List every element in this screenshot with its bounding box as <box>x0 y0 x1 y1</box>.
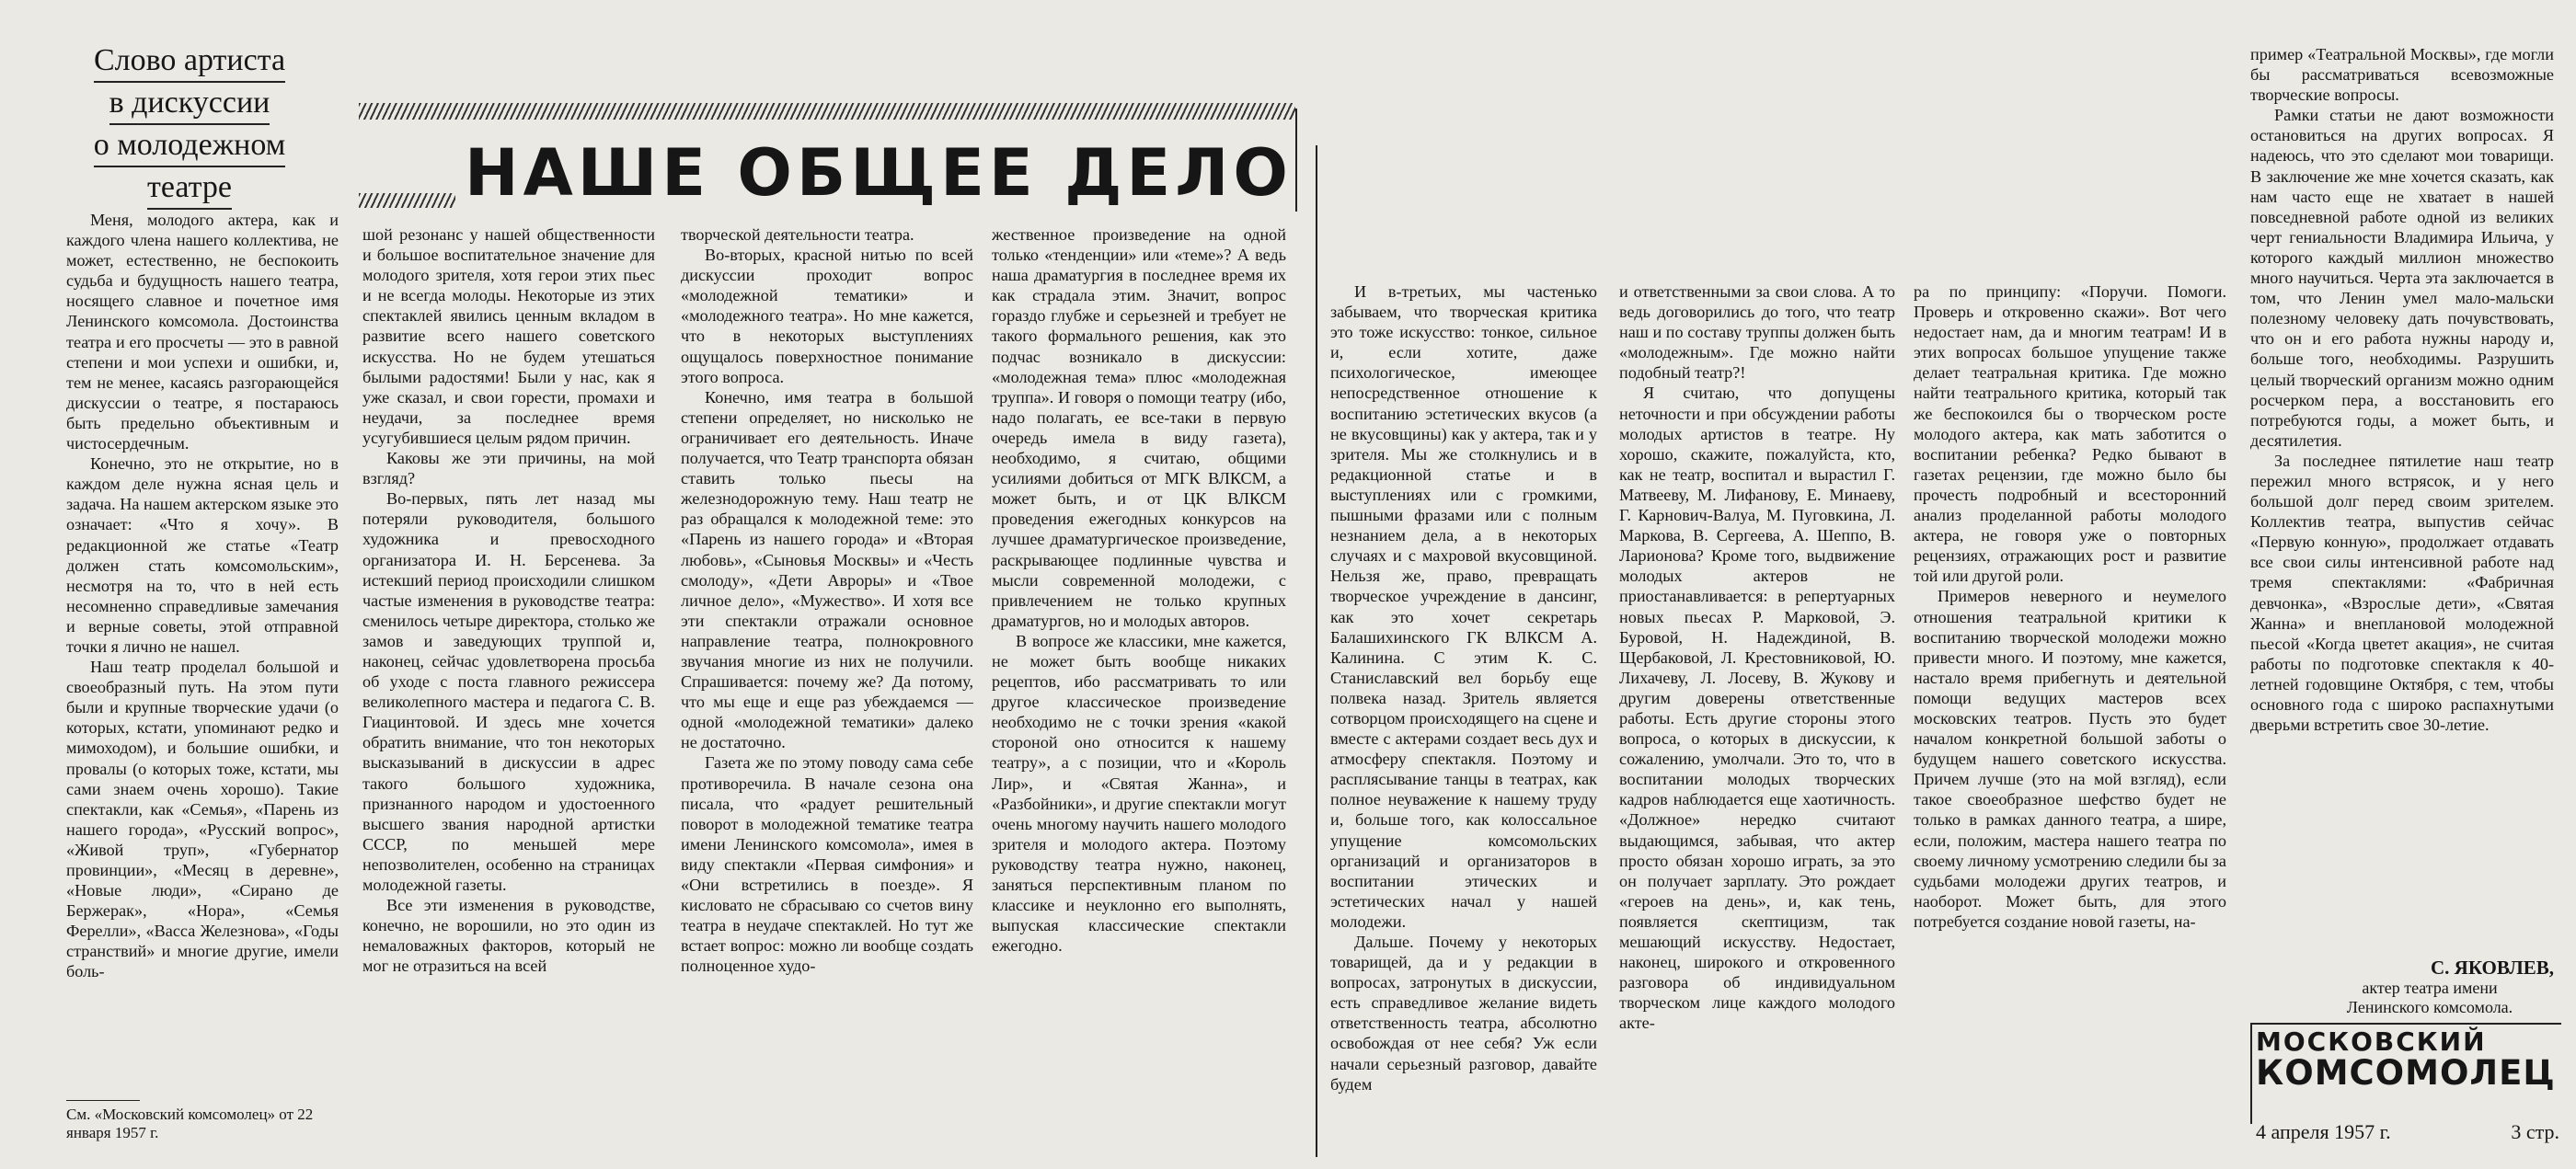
page-number: 3 стр. <box>2511 1120 2559 1143</box>
paragraph: Меня, молодого актера, как и каждого члена нашего коллектива, не может, естественно, не беспокоить судьба и будущность нашего театра, носящего славное и почетное имя Ленинского комсомола. Достоинства театра и его просчеты — это в равной степени и мои успехи и ошибки, и, тем не менее, касаясь разгорающейся дискуссии о театре, я постараюсь быть предельно объективным и чистосердечным. <box>66 211 339 453</box>
footnote-rule <box>66 1100 140 1101</box>
paragraph: Газета же по этому поводу сама себе противоречила. В начале сезона она писала, что «радует решительный поворот в молодежной тематике театра имени Ленинского комсомола», имея в виду спектакли «Первая симфония» и «Они встретились в поезде». Я кисловато не сбрасываю со счетов вину театра в неудаче спектаклей. Но тут же встает вопрос: можно ли вообще создать полноценное худо- <box>681 753 973 976</box>
paragraph: И в-третьих, мы частенько забываем, что творческая критика это тоже искусство: тонкое, сильное и, если хотите, даже психологическое, имеющее непосредственное отношение к воспитанию эстетических вкусов (а не вкусовщины) как у актера, так и у зрителя. Мы же столкнулись и в редакционной статье и в выступлениях или с громкими, пышными фразами или с полным незнанием дела, а в некоторых случаях и с махровой вкусовщиной. Нельзя же, право, превращать творческое учреждение в дансинг, как это хочет секретарь Балашихинского ГК ВЛКСМ А. Калинина. С этим К. С. Станиславский вел борьбу еще полвека назад. Зритель является сотворцом происходящего на сцене и вместе с актерами создает весь дух и атмосферу спектакля. Поэтому и расплясывание танцы в театрах, как полное неуважение к нашему труду и, больше того, как колоссальное упущение комсомольских организаций и организаторов в воспитании этических и эстетических начал у нашей молодежи. <box>1330 282 1597 931</box>
paragraph: Каковы же эти причины, на мой взгляд? <box>362 449 655 488</box>
headline-frame-rule <box>1295 109 1297 212</box>
paragraph: Во-первых, пять лет назад мы потеряли руководителя, большого художника и превосходного организатора И. Н. Берсенева. За истекший период происходили слишком частые изменения в руководстве театра: сменилось четыре директора, столько же замов и заведующих труппой и, наконец, сейчас удовлетворена просьба об уходе с поста главного режиссера великолепного мастера и педагога С. В. Гиацинтовой. И здесь мне хочется обратить внимание, что тон некоторых высказываний в дискуссии в адрес такого большого художника, признанного народом и удостоенного высшего звания народной артистки СССР, по меньшей мере непозволителен, особенно на страницах молодежной газеты. <box>362 489 655 894</box>
author-title: Ленинского комсомола. <box>2346 998 2513 1016</box>
paragraph: Конечно, имя театра в большой степени определяет, но нисколько не ограничивает его деятельность. Иначе получается, что Театр транспорта обязан ставить только пьесы на железнодорожную тему. Наш театр не раз обращался к молодежной теме: это «Парень из нашего города» и «Вторая любовь», «Сыновья Москвы» и «Честь смолоду», «Дети Авроры» и «Твое личное дело», «Мужество». И хотя все эти спектакли отражали основное направление театра, полнокровного звучания многие из них не получили. Спрашивается: почему же? Да потому, что мы еще и еще раз убеждаемся — одной «молодежной тематики» далеко не достаточно. <box>681 387 973 752</box>
paragraph: жественное произведение на одной только «тенденции» или «теме»? А ведь наша драматургия в последнее время их как страдала этим. Значит, вопрос гораздо глубже и серьезней и требует не такого формального решения, как это подчас возникало в дискуссии: «молодежная тема» плюс «молодежная труппа». И говоря о помощи театру (ибо, надо полагать, ее все-таки в первую очередь имела в виду газета), необходимо, я считаю, общими усилиями добиться от МГК ВЛКСМ, а может быть, и от ЦК ВЛКСМ проведения ежегодных конкурсов на лучшее драматургическое произведение, раскрывающее подлинные чувства и мысли современной молодежи, с привлечением не только крупных драматургов, но и молодых авторов. <box>992 225 1286 630</box>
paragraph: Рамки статьи не дают возможности остановиться на других вопросах. Я надеюсь, что это сделают мои товарищи. В заключение же мне хочется сказать, как нам часто еще не хватает в нашей повседневной работе одной из великих черт гениальности Владимира Ильича, у которого каждый миллион множество много научиться. Черта эта заключается в том, что Ленин умел мало-мальски полезному человеку дать почувствовать, что он и его работа нужны народу и, больше того, необходимы. Разрушить целый творческий организм можно одним росчерком пера, а восстановить его потребуются годы, а может быть, и десятилетия. <box>2250 106 2554 450</box>
paragraph: ра по принципу: «Поручи. Помоги. Проверь и откровенно скажи». Вот чего недостает нам, да и многим театрам! И в этих вопросах большое упущение также делает театральная критика. Где можно найти театрального критика, который так же беспокоился бы о творческом росте молодого актера, как мать заботится о воспитании ребенка? Редко бывают в газетах рецензии, где можно было бы прочесть подробный и всесторонний анализ проделанной работы молодого актера, не говоря уже о повторных рецензиях, отражающих рост и развитие той или другой роли. <box>1914 282 2226 586</box>
paragraph: Конечно, это не открытие, но в каждом деле нужна ясная цель и задача. На нашем актерском языке это означает: «Что я хочу». В редакционной же статье «Театр должен стать комсомольским», несмотря на то, что в ней есть несомненно справедливые замечания и верные советы, этой отправной точки я лично не нашел. <box>66 454 339 656</box>
masthead-line: КОМСОМОЛЕЦ <box>2256 1053 2556 1093</box>
paragraph: пример «Театральной Москвы», где могли бы рассматриваться всевозможные творческие вопросы. <box>2250 45 2554 105</box>
article-column-7 <box>1914 281 2226 1155</box>
article-column-5 <box>1330 281 1597 1155</box>
paragraph: Наш театр проделал большой и своеобразный путь. На этом пути были и крупные творческие удачи (о которых, кстати, упоминают редко и мимоходом), и большие ошибки, и провалы (о которых тоже, кстати, мы сами знаем очень хорошо). Такие спектакли, как «Семья», «Парень из нашего города», «Русский вопрос», «Живой труп», «Губернатор провинции», «Месяц в деревне», «Новые люди», «Сирано де Бержерак», «Нора», «Семья Ферелли», «Васса Железнова», «Годы странствий» и многие другие, имели боль- <box>66 658 339 981</box>
paragraph: Я считаю, что допущены неточности и при обсуждении работы молодых артистов в театре. Ну хорошо, скажите, пожалуйста, кто, как не театр, воспитал и вырастил Г. Матвееву, М. Лифанову, Е. Минаеву, Г. Карнович-Валуа, М. Пуговкина, Л. Маркова, В. Сергеева, А. Шеппо, В. Ларионова? Кроме того, выдвижение молодых актеров не приостанавливается: в репертуарных новых пьесах Р. Марковой, Э. Буровой, Н. Надеждиной, В. Щербаковой, Л. Крестовниковой, Ю. Лихачеву, Л. Лосеву, В. Жукову и другим доверены ответственные работы. Есть другие стороны этого вопроса, о которых в дискуссии, к сожалению, умолчали. Это то, что в воспитании молодых творческих кадров наблюдается еще хаотичность. «Должное» нередко считают выдающимся, забывая, что актер просто обязан хорошо играть, за это он получает зарплату. Это рождает «героев на день», и, как тень, появляется скептицизм, так мешающий искусству. Недостает, наконец, широкого и откровенного разговора об индивидуальном творческом лице каждого молодого акте- <box>1619 384 1895 1033</box>
article-headline: НАШЕ ОБЩЕЕ ДЕЛО <box>465 135 1293 211</box>
dateline <box>2256 1120 2559 1144</box>
paragraph: Во-вторых, красной нитью по всей дискуссии проходит вопрос «молодежной тематики» и «молодежного театра». Но мне кажется, что в некоторых выступлениях ощущалось поверхностное понимание этого вопроса. <box>681 246 973 386</box>
paragraph: За последнее пятилетие наш театр пережил много встрясок, и у него большой долг перед своим зрителем. Коллектив театра, выпустив сейчас «Первую конную», продолжает отдавать все свои силы интенсивной работе над тремя спектаклями: «Фабричная девчонка», «Взрослые дети», «Святая Жанна» и внеплановой молодежной пьесой «Когда цветет акация», не считая работы по подготовке спектакля к 40-летней годовщине Октября, с тем, чтобы основного года с широко распахнутыми дверьми встретить свое 30-летие. <box>2250 451 2554 735</box>
paragraph: В вопросе же классики, мне кажется, не может быть вообще никаких рецептов, ибо рассматривать то или другое классическое произведение необходимо не с точки зрения «какой стороной оно относится к нашему театру», а с позиции, что и «Король Лир», и «Святая Жанна», и «Разбойники», и другие спектакли могут очень многому научить нашего молодого зрителя и молодого актера. Поэтому руководству театра нужно, наконец, заняться перспективным планом по классике и неуклонно его выполнять, выпуская классические спектакли ежегодно. <box>992 631 1286 956</box>
article-column-2 <box>362 224 655 1144</box>
decorative-hatch-left <box>359 193 455 208</box>
paragraph: Примеров неверного и неумелого отношения театральной критики к воспитанию творческой молодежи можно привести много. И поэтому, мне кажется, настало время прибегнуть и деятельной помощи ведущих мастеров всех московских театров. Пусть это будет началом конкретной большой заботы о будущем нашего советского искусства. Причем лучше (это на мой взгляд), если такое своеобразное шефство будет не только в рамках данного театра, а шире, если, положим, мастера нашего театра по своему личному усмотрению следили бы за судьбами молодежи других театров, и наоборот. Может быть, для этого потребуется создание новой газеты, на- <box>1914 587 2226 931</box>
issue-date: 4 апреля 1957 г. <box>2256 1120 2391 1143</box>
article-column-8 <box>2250 44 2554 955</box>
article-column-4 <box>992 224 1286 1144</box>
masthead-rule <box>2252 1023 2561 1025</box>
column-divider <box>1316 145 1317 1157</box>
rubric-heading <box>66 40 313 210</box>
newspaper-masthead <box>2256 1028 2559 1091</box>
paragraph: творческой деятельности театра. <box>681 225 914 244</box>
paragraph: шой резонанс у нашей общественности и большое воспитательное значение для молодого зрителя, хотя герои этих пьес и не всегда молоды. Некоторые из этих спектаклей явились ценным вкладом в развитие всего нашего советского искусства. Но не будем утешаться былыми радостями! Были у нас, как я уже сказал, и свои горести, промахи и неудачи, за последнее время усугубившиеся целым рядом причин. <box>362 225 655 447</box>
masthead-line: МОСКОВСКИЙ <box>2256 1026 2487 1057</box>
rubric-line: Слово артиста <box>94 40 285 83</box>
footnote: См. «Московский комсомолец» от 22 января 1957 г. <box>66 1106 314 1141</box>
author-signature <box>2250 957 2554 1017</box>
article-column-1 <box>66 210 339 1093</box>
rubric-line: о молодежном <box>94 125 286 167</box>
author-name: С. ЯКОВЛЕВ, <box>2431 957 2554 979</box>
article-column-3 <box>681 224 973 1144</box>
rubric-line: в дискуссии <box>109 83 270 125</box>
paragraph: Все эти изменения в руководстве, конечно, не ворошили, но это один из немаловажных факторов, который не мог не отразиться на всей <box>362 896 655 976</box>
masthead-frame-rule <box>2250 1023 2252 1124</box>
author-title: актер театра имени <box>2362 979 2498 997</box>
article-column-6 <box>1619 281 1895 1155</box>
rubric-line: театре <box>147 167 232 210</box>
paragraph: Дальше. Почему у некоторых товарищей, да и у редакции в вопросах, затронутых в дискуссии, есть справедливое желание видеть ответственность театра, абсолютно освобождая от нее себя? Уж если начали серьезный разговор, давайте будем <box>1330 933 1597 1094</box>
decorative-hatch-top <box>359 103 1295 120</box>
paragraph: и ответственными за свои слова. А то ведь договорились до того, что театр наш и по составу труппы должен быть «молодежным». Где можно найти подобный театр?! <box>1619 282 1895 383</box>
